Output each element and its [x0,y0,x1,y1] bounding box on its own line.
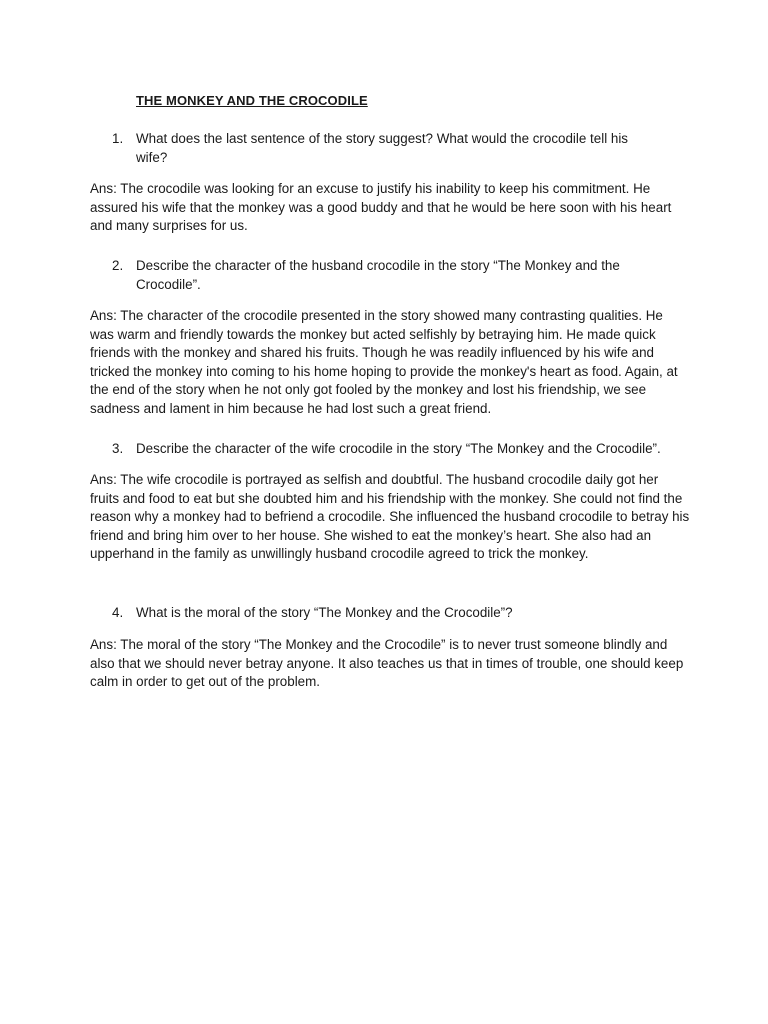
document-title: THE MONKEY AND THE CROCODILE [136,93,368,108]
answer-1: Ans: The crocodile was looking for an excuse to justify his inability to keep his commitment. He assured his wife that the monkey was a good buddy and that he would be here soon with his heart and many surprises for us. [90,181,672,234]
question-text: What is the moral of the story “The Monkey and the Crocodile”? [136,605,513,620]
question-1 [112,130,672,167]
answer-3: Ans: The wife crocodile is portrayed as selfish and doubtful. The husband crocodile daily got her fruits and food to eat but she doubted him and his friendship with the monkey. She could not find the reason why a monkey had to befriend a crocodile. She influenced the husband crocodile to betray his friend and bring him over to her house. She wished to eat the monkey’s heart. She also had an upperhand in the family as unwillingly husband crocodile agreed to trick the monkey. [90,472,690,562]
question-text: What does the last sentence of the story suggest? What would the crocodile tell his wife? [136,131,629,165]
question-text: Describe the character of the husband crocodile in the story “The Monkey and the Crocodile”. [136,258,620,292]
question-number: 4. [112,605,124,620]
answer-4: Ans: The moral of the story “The Monkey and the Crocodile” is to never trust someone blindly and also that we should never betray anyone. It also teaches us that in times of trouble, one should keep calm in order to get out of the problem. [90,637,684,690]
answer-2: Ans: The character of the crocodile presented in the story showed many contrasting qualities. He was warm and friendly towards the monkey but acted selfishly by betraying him. He made quick friends with the monkey and shared his fruits. Though he was readily influenced by his wife and tricked the monkey into coming to his home hoping to provide the monkey's heart as food. Again, at the end of the story when he not only got fooled by the monkey and lost his friendship, we see sadness and lament in him because he had lost such a great friend. [90,308,678,416]
question-3 [112,440,672,459]
question-number: 3. [112,441,124,456]
question-text: Describe the character of the wife crocodile in the story “The Monkey and the Crocodile”. [136,441,661,456]
question-2 [112,257,672,294]
question-4 [112,604,672,623]
question-number: 2. [112,258,124,273]
question-number: 1. [112,131,124,146]
